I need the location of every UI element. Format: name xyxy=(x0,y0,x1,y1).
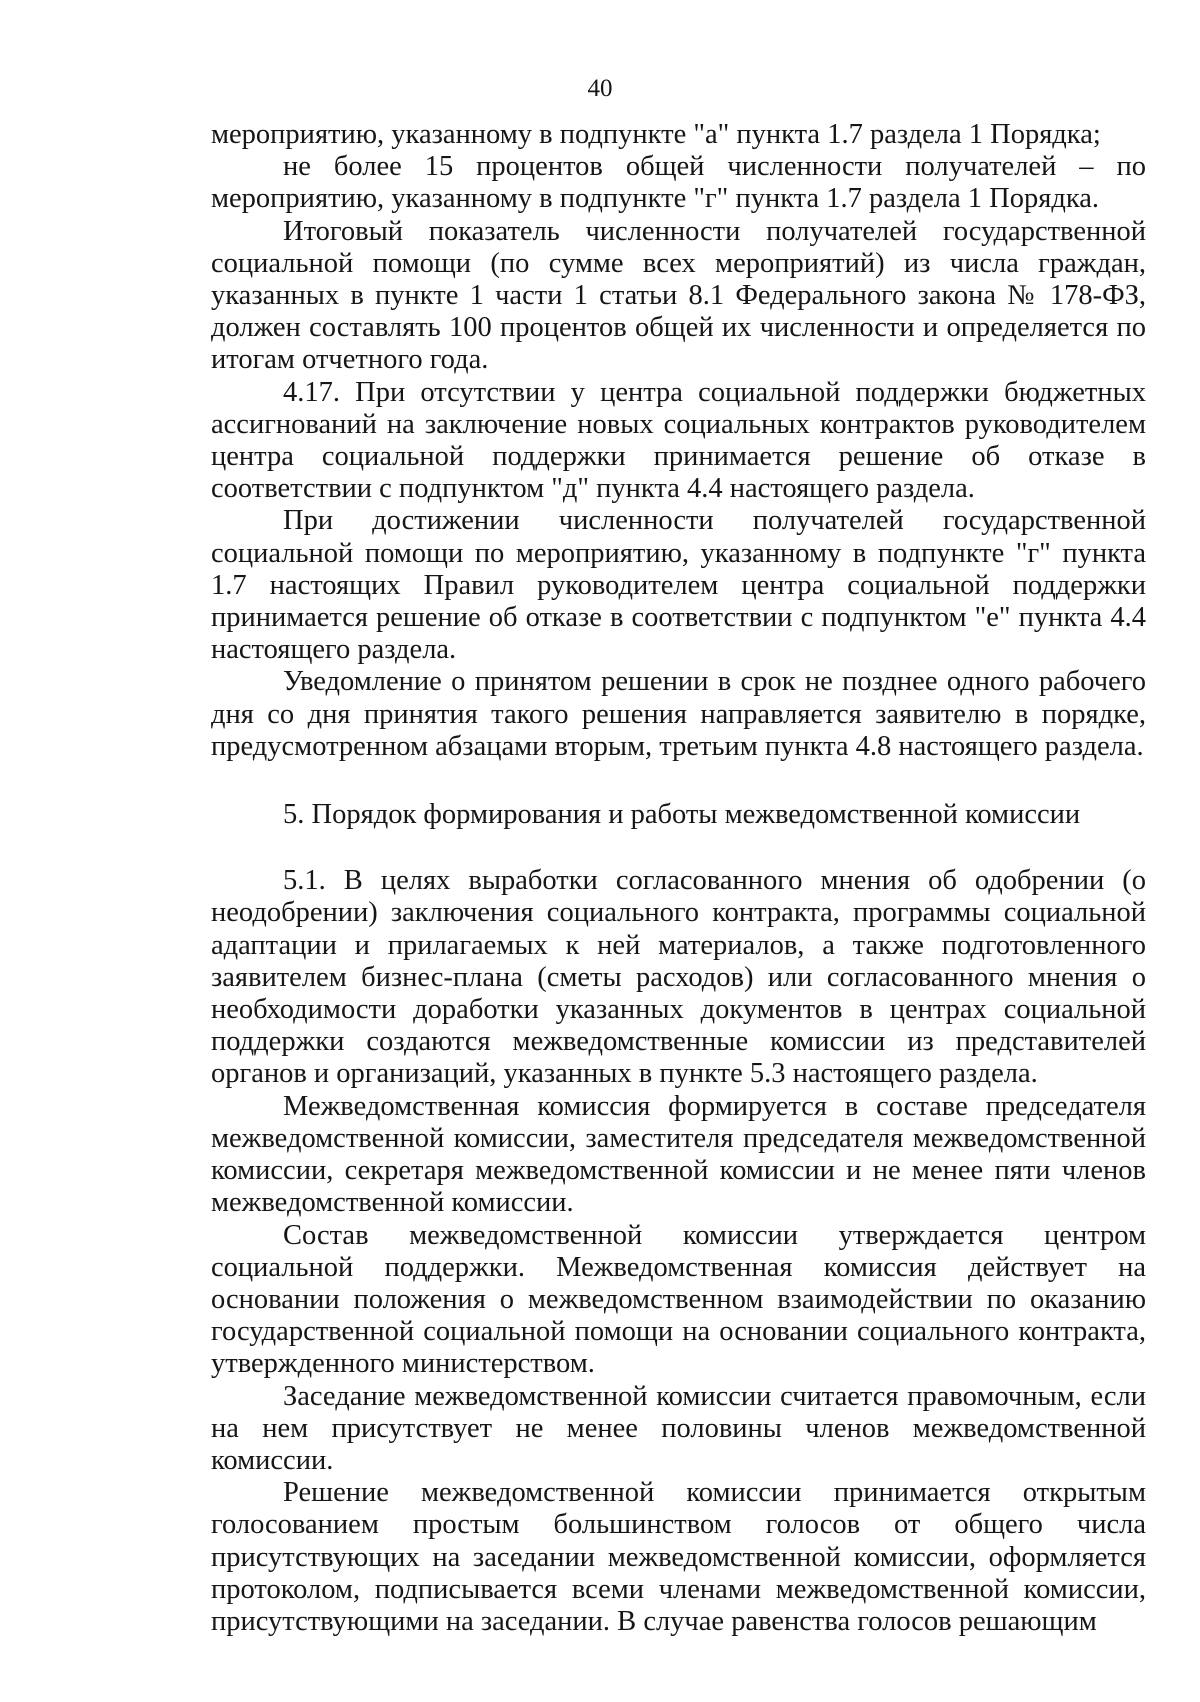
document-body xyxy=(211,119,1146,1638)
paragraph: При достижении численности получателей государственной социальной помощи по мероприятию, указанному в подпункте "г" пункта 1.7 настоящих Правил руководителем центра социальной поддержки принимается решение об отказе в соответствии с подпунктом "е" пункта 4.4 настоящего раздела. xyxy=(211,505,1146,666)
paragraph: Состав межведомственной комиссии утверждается центром социальной поддержки. Межведомственная комиссия действует на основании положения о межведомственном взаимодействии по оказанию государственной социальной помощи на основании социального контракта, утвержденного министерством. xyxy=(211,1219,1146,1380)
paragraph: 4.17. При отсутствии у центра социальной поддержки бюджетных ассигнований на заключение новых социальных контрактов руководителем центра социальной поддержки принимается решение об отказе в соответствии с подпунктом "д" пункта 4.4 настоящего раздела. xyxy=(211,376,1146,505)
paragraph: Итоговый показатель численности получателей государственной социальной помощи (по сумме всех мероприятий) из числа граждан, указанных в пункте 1 части 1 статьи 8.1 Федерального закона № 178-ФЗ, должен составлять 100 процентов общей их численности и определяется по итогам отчетного года. xyxy=(211,215,1146,376)
paragraph: не более 15 процентов общей численности получателей – по мероприятию, указанному в подпункте "г" пункта 1.7 раздела 1 Порядка. xyxy=(211,151,1146,215)
paragraph: Решение межведомственной комиссии принимается открытым голосованием простым большинством голосов от общего числа присутствующих на заседании межведомственной комиссии, оформляется протоколом, подписывается всеми членами межведомственной комиссии, присутствующими на заседании. В случае равенства голосов решающим xyxy=(211,1477,1146,1637)
section-heading: 5. Порядок формирования и работы межведомственной комиссии xyxy=(283,799,1081,831)
paragraph: Заседание межведомственной комиссии считается правомочным, если на нем присутствует не менее половины членов межведомственной комиссии. xyxy=(211,1380,1146,1476)
page-number: 40 xyxy=(587,75,613,102)
paragraph: 5.1. В целях выработки согласованного мнения об одобрении (о неодобрении) заключения социального контракта, программы социальной адаптации и прилагаемых к ней материалов, а также подготовленного заявителем бизнес-плана (сметы расходов) или согласованного мнения о необходимости доработки указанных документов в центрах социальной поддержки создаются межведомственные комиссии из представителей органов и организаций, указанных в пункте 5.3 настоящего раздела. xyxy=(211,865,1146,1090)
paragraph-continuation: мероприятию, указанному в подпункте "а" пункта 1.7 раздела 1 Порядка; xyxy=(211,119,1101,150)
paragraph: Уведомление о принятом решении в срок не позднее одного рабочего дня со дня принятия такого решения направляется заявителю в порядке, предусмотренном абзацами вторым, третьим пункта 4.8 настоящего раздела. xyxy=(211,666,1146,762)
paragraph: Межведомственная комиссия формируется в составе председателя межведомственной комиссии, заместителя председателя межведомственной комиссии, секретаря межведомственной комиссии и не менее пяти членов межведомственной комиссии. xyxy=(211,1090,1146,1219)
